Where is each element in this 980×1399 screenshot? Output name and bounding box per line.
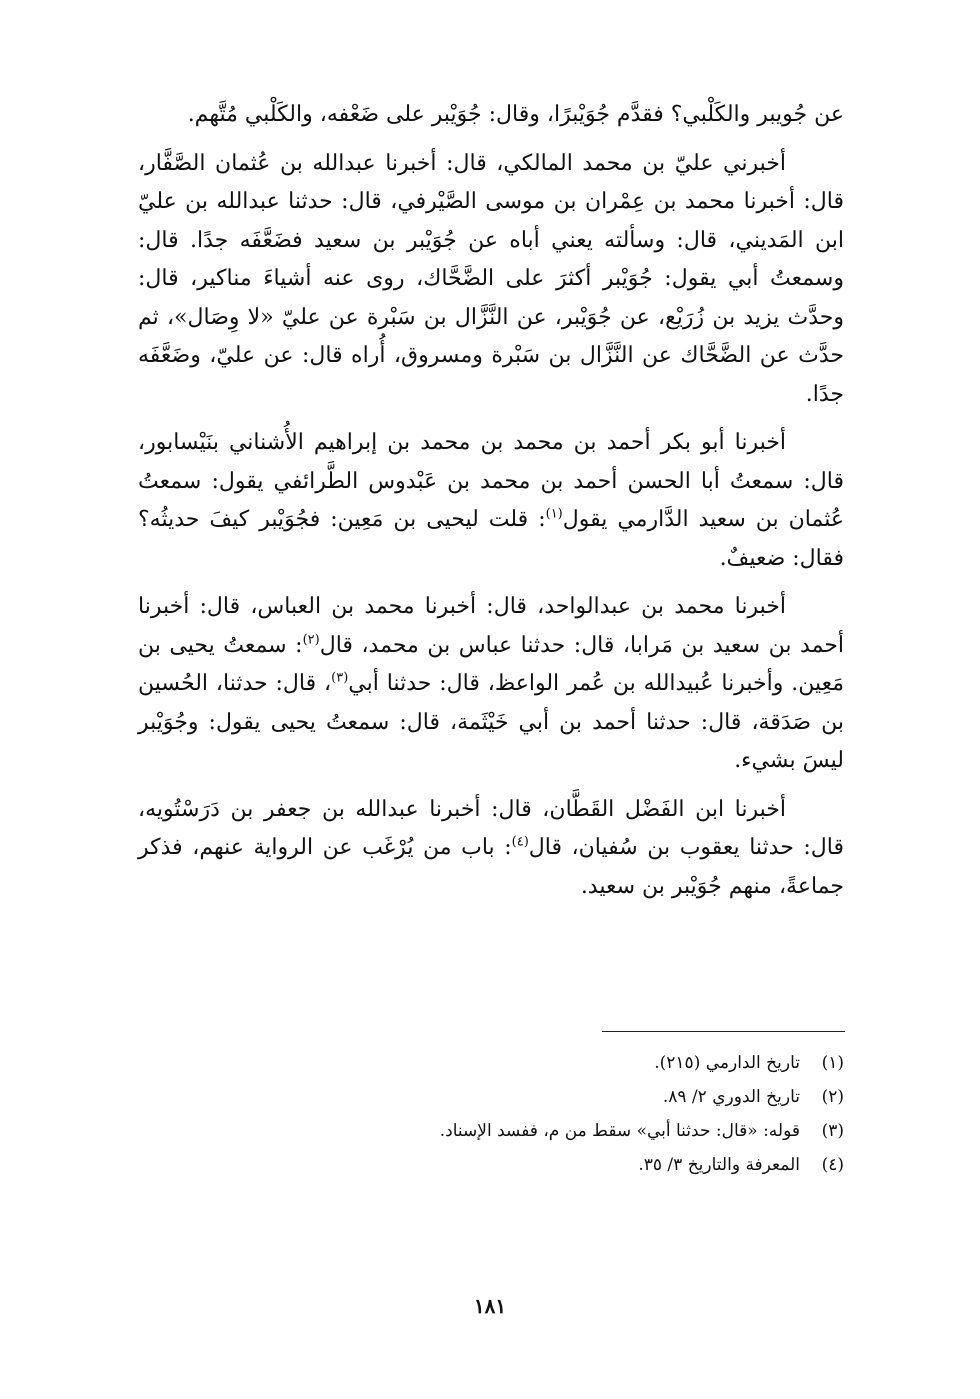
footnote-number: (١) — [821, 1053, 844, 1073]
paragraph-4 — [138, 588, 844, 781]
paragraph-1 — [138, 96, 844, 135]
paragraph-text: : سمعتُ يحيى بن مَعِين. وأخبرنا عُبيدالله بن عُمر الواعظ، قال: حدثنا أبي — [138, 632, 844, 696]
footnote-text: تاريخ الدوري ٢/ ٨٩. — [662, 1087, 800, 1107]
footnote-number: (٣) — [821, 1121, 844, 1141]
paragraph-text: عن جُويبر والكَلْبي؟ فقدَّم جُوَيْبرًا، وقال: جُوَيْبر على ضَعْفه، والكَلْبي مُتَّهم. — [187, 102, 844, 127]
paragraph-text: ، قال: حدثنا، الحُسين بن صَدَقة، قال: حدثنا أحمد بن أبي خَيْثَمة، قال: سمعتُ يحيى يقول: وجُوَيْبر ليسَ بشيء. — [138, 671, 844, 773]
paragraph-2 — [138, 145, 844, 415]
footnote-text: المعرفة والتاريخ ٣/ ٣٥. — [638, 1155, 800, 1175]
footnote-ref-1[interactable]: (١) — [545, 506, 563, 522]
footnote-3 — [138, 1114, 844, 1148]
footnote-1 — [138, 1046, 844, 1080]
page-number: ١٨١ — [473, 1294, 507, 1318]
paragraph-text: أخبرنا محمد بن عبدالواحد، قال: أخبرنا محمد بن العباس، قال: أخبرنا أحمد بن سعيد بن مَرابا، قال: حدثنا عباس بن محمد، قال — [138, 594, 845, 658]
paragraph-text: أخبرني عليّ بن محمد المالكي، قال: أخبرنا عبدالله بن عُثمان الصَّفَّار، قال: أخبرنا محمد بن عِمْران بن موسى الصَّيْرفي، قال: حدثنا عبدالله بن عليّ ابن المَديني، قال: وسألته يعني أباه عن جُوَيْبر بن سعيد فضَعَّفَه جدًا. قال: وسمعتُ أبي يقول: جُوَيْبر أكثرَ على الضَّحَّاك، روى عنه أشياءَ مناكير، قال: وحدَّث يزيد بن زُرَيْع، عن جُوَيْبر، عن النَّزَّال بن سَبْرة عن عليّ «لا وِصَال»، ثم حدَّث عن الضَّحَّاك عن النَّزَّال بن سَبْرة ومسروق، أُراه قال: عن عليّ، وضَعَّفَه جدًا. — [138, 150, 844, 407]
paragraph-text: : قلت ليحيى بن مَعِين: فجُوَيْبر كيفَ حديثُه؟ فقال: ضعيفٌ. — [138, 507, 844, 571]
footnote-number: (٤) — [821, 1155, 844, 1175]
footnote-2 — [138, 1080, 844, 1114]
footnote-text: قوله: «قال: حدثنا أبي» سقط من م، ففسد الإسناد. — [439, 1121, 800, 1141]
footnote-4 — [138, 1148, 844, 1182]
paragraph-text: أخبرنا ابن الفَضْل القَطَّان، قال: أخبرنا عبدالله بن جعفر بن دَرَسْتُويه، قال: حدثنا يعقوب بن سُفيان، قال — [138, 796, 845, 860]
footnote-number: (٢) — [821, 1087, 844, 1107]
footnote-ref-3[interactable]: (٣) — [331, 670, 349, 686]
paragraph-5 — [138, 791, 844, 907]
paragraph-text: أخبرنا أبو بكر أحمد بن محمد بن محمد بن إبراهيم الأُشناني بنَيْسابور، قال: سمعتُ أبا الحسن أحمد بن محمد بن عَبْدوس الطَّرائفي يقول: سمعتُ عُثمان بن سعيد الدَّارمي يقول — [138, 430, 844, 532]
footnote-divider — [602, 1031, 845, 1032]
footnote-text: تاريخ الدارمي (٢١٥). — [654, 1053, 800, 1073]
footnote-ref-4[interactable]: (٤) — [511, 834, 529, 850]
footnote-ref-2[interactable]: (٢) — [302, 632, 320, 648]
paragraph-3 — [138, 424, 844, 578]
main-text — [138, 96, 844, 916]
paragraph-text: : باب من يُرْغَب عن الرواية عنهم، فذكر جماعةً، منهم جُوَيْبر بن سعيد. — [138, 835, 844, 899]
footnotes — [138, 1046, 844, 1182]
